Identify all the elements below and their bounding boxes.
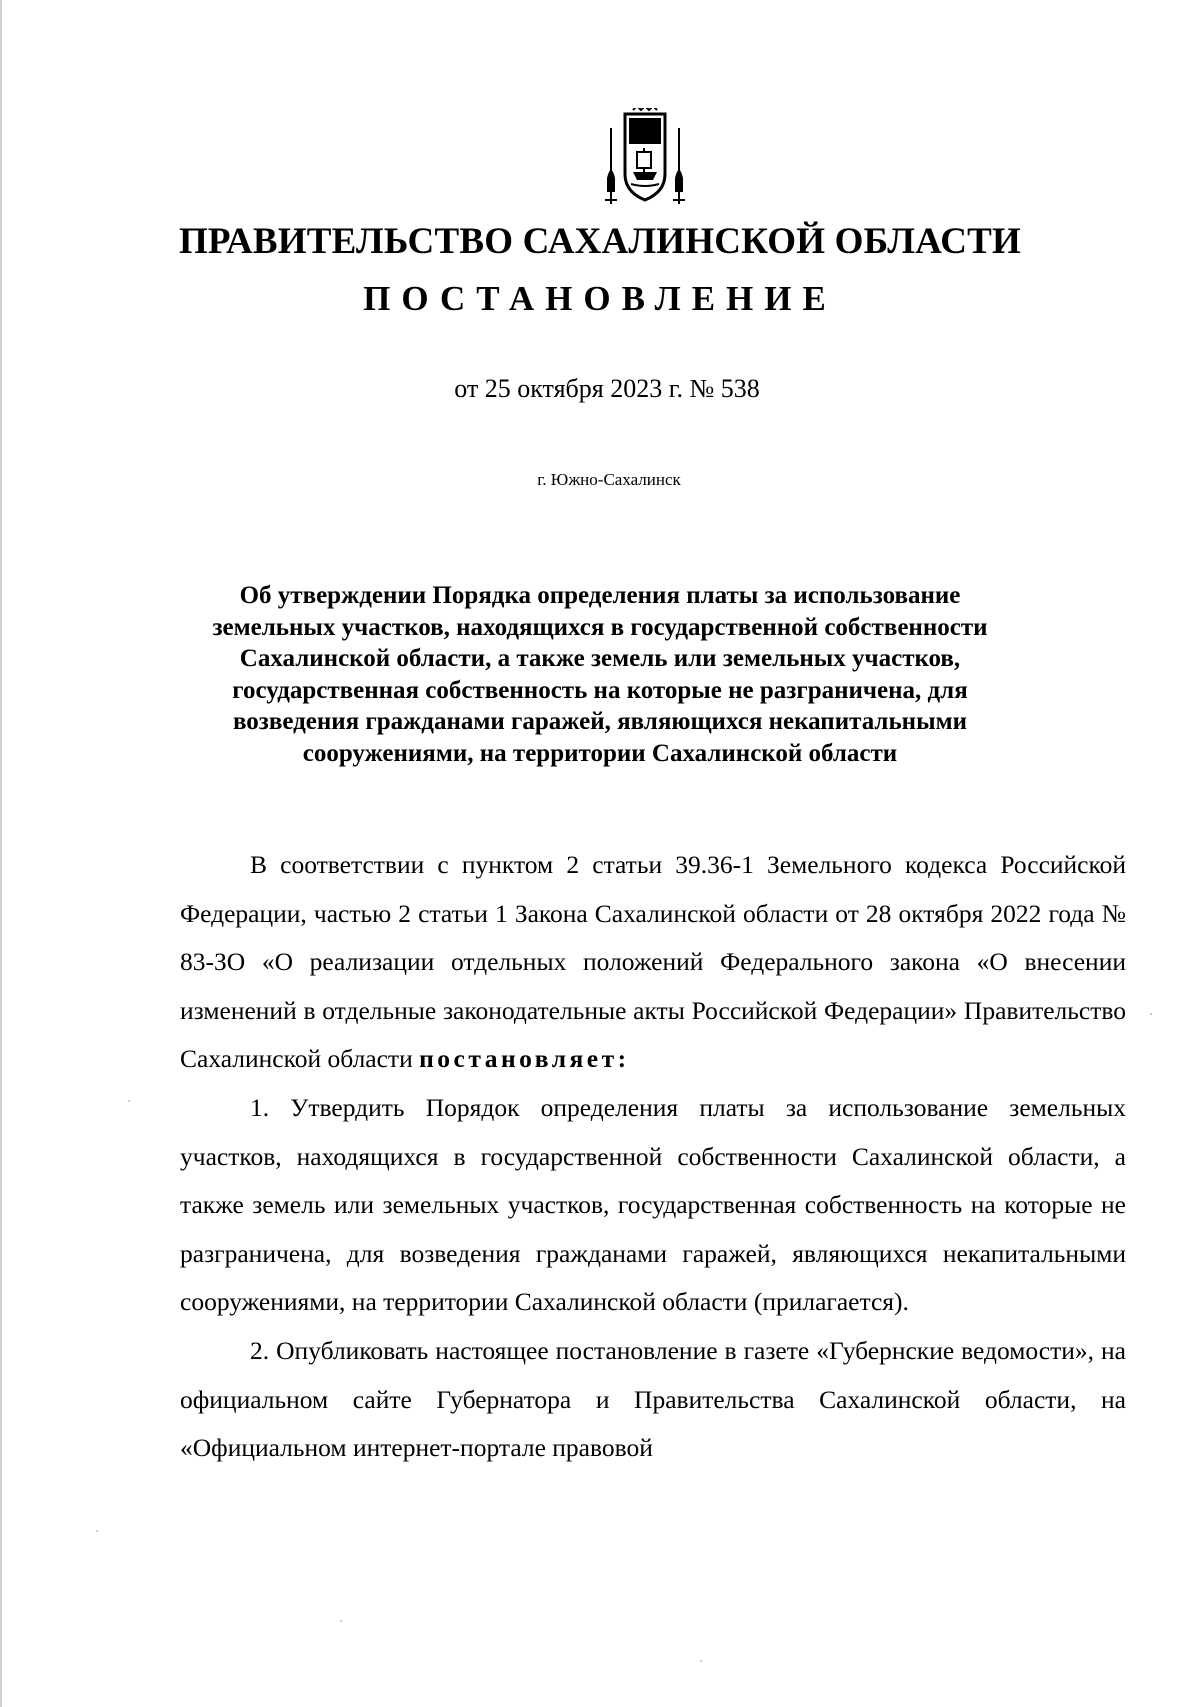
scan-speck [96, 1530, 98, 1532]
preamble-text: В соответствии с пунктом 2 статьи 39.36-1 Земельного кодекса Российской Федерации, частью 2 статьи 1 Закона Сахалинской области от 28 октября 2022 года № 83-ЗО «О реализации отдельных положений Федерального закона «О внесении изменений в отдельные законодательные акты Российской Федерации» Правительство Сахалинской области [180, 850, 1126, 1074]
document-date-number: от 25 октября 2023 г. № 538 [454, 374, 760, 403]
scan-speck [1150, 1013, 1152, 1015]
document-subject: Об утверждении Порядка определения платы за использование земельных участков, находящихся в государственной собственности Сахалинской области, а также земель или земельных участков, государственная собственность на которые не разграничена, для возведения гражданами гаражей, являющихся некапитальными сооружениями, на территории Сахалинской области [212, 582, 988, 767]
scan-speck [128, 1100, 130, 1102]
document-body [180, 841, 1126, 1473]
scan-speck [340, 1620, 342, 1622]
item-2-paragraph: 2. Опубликовать настоящее постановление в газете «Губернские ведомости», на официальном сайте Губернатора и Правительства Сахалинской области, на «Официальном интернет-портале правовой [180, 1335, 1126, 1463]
resolves-word: постановляет: [419, 1044, 630, 1074]
item-1-paragraph: 1. Утвердить Порядок определения платы за использование земельных участков, находящихся в государственной собственности Сахалинской области, а также земель или земельных участков, государственная собственность на которые не разграничена, для возведения гражданами гаражей, являющихся некапитальными сооружениями, на территории Сахалинской области (прилагается). [180, 1092, 1126, 1317]
scan-speck [700, 1660, 702, 1662]
coat-of-arms-icon [603, 108, 687, 212]
government-title: ПРАВИТЕЛЬСТВО САХАЛИНСКОЙ ОБЛАСТИ [178, 221, 1022, 262]
document-city: г. Южно-Сахалинск [537, 470, 681, 489]
preamble-paragraph [180, 841, 1126, 1084]
document-type: ПОСТАНОВЛЕНИЕ [363, 279, 837, 318]
